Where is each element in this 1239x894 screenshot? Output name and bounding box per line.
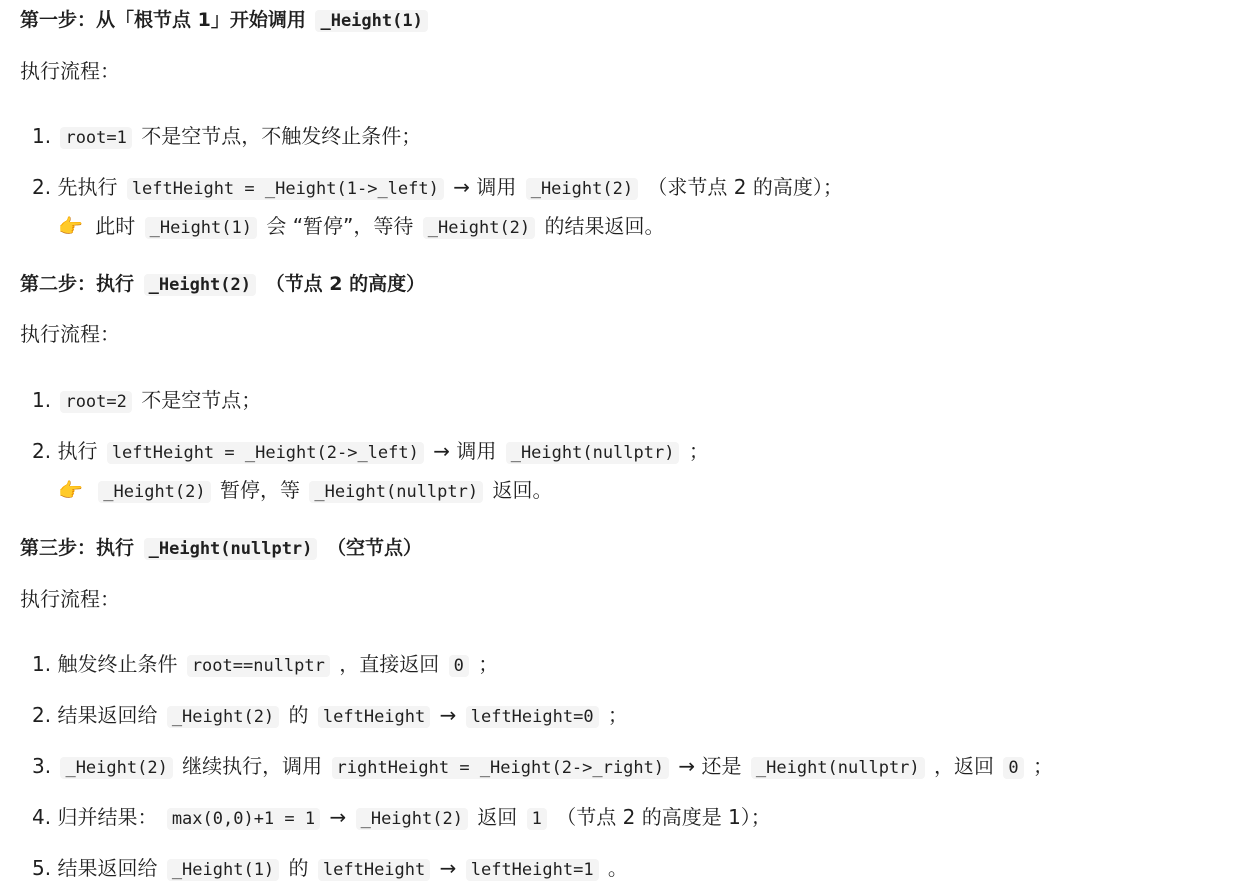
list-number: 1. xyxy=(32,124,52,148)
inline-code: root==nullptr xyxy=(187,655,330,677)
list-number: 2. xyxy=(32,439,52,463)
step3-list-item-3 xyxy=(32,753,1053,781)
list-text: 的 xyxy=(288,703,309,727)
list-text: 触发终止条件 xyxy=(57,652,178,676)
step3-heading-code: _Height(nullptr) xyxy=(144,538,318,560)
step3-list-item-1 xyxy=(32,651,498,679)
inline-code: leftHeight=1 xyxy=(466,859,599,881)
inline-code: _Height(1) xyxy=(145,217,257,239)
list-text: 先执行 xyxy=(57,175,118,199)
inline-code: leftHeight = _Height(2->_left) xyxy=(107,442,424,464)
list-number: 5. xyxy=(32,856,52,880)
step2-heading-text: 第二步：执行 xyxy=(20,273,135,295)
step2-heading xyxy=(20,271,425,298)
step1-note xyxy=(58,213,665,241)
list-text: → xyxy=(439,703,457,727)
list-text: 。 xyxy=(607,856,628,880)
step3-list-item-5 xyxy=(32,855,628,883)
step1-heading xyxy=(20,7,431,34)
inline-code: _Height(2) xyxy=(167,706,279,728)
inline-code: root=2 xyxy=(60,391,131,413)
list-text: → 调用 xyxy=(453,175,517,199)
step2-heading-suffix: （节点 2 的高度） xyxy=(265,273,426,295)
list-text: 继续执行，调用 xyxy=(182,754,323,778)
note-text: 的结果返回。 xyxy=(544,214,665,238)
step1-list-item-1 xyxy=(32,123,421,151)
list-text: 结果返回给 xyxy=(57,703,158,727)
step2-flow-label: 执行流程： xyxy=(20,322,120,346)
step2-list-item-2 xyxy=(32,438,709,466)
list-text: 不是空节点，不触发终止条件； xyxy=(141,124,422,148)
list-text: （求节点 2 的高度）； xyxy=(647,175,843,199)
note-text: 此时 xyxy=(95,214,136,238)
step2-heading-code: _Height(2) xyxy=(144,274,256,296)
inline-code: _Height(1) xyxy=(167,859,279,881)
inline-code: max(0,0)+1 = 1 xyxy=(167,808,320,830)
inline-code: _Height(2) xyxy=(98,481,210,503)
inline-code: _Height(nullptr) xyxy=(309,481,483,503)
inline-code: leftHeight=0 xyxy=(466,706,599,728)
inline-code: 1 xyxy=(527,808,547,830)
inline-code: leftHeight = _Height(1->_left) xyxy=(127,178,444,200)
inline-code: _Height(nullptr) xyxy=(751,757,925,779)
list-text: → 还是 xyxy=(678,754,742,778)
list-text: 的 xyxy=(288,856,309,880)
inline-code: _Height(2) xyxy=(60,757,172,779)
step3-flow-label: 执行流程： xyxy=(20,587,120,611)
inline-code: rightHeight = _Height(2->_right) xyxy=(332,757,670,779)
note-text: 会 “暂停”，等待 xyxy=(266,214,414,238)
step1-heading-text: 第一步：从「根节点 1」开始调用 xyxy=(20,9,306,31)
step1-flow-label: 执行流程： xyxy=(20,59,120,83)
inline-code: _Height(2) xyxy=(423,217,535,239)
list-number: 2. xyxy=(32,703,52,727)
list-text: ； xyxy=(607,703,628,727)
list-text: → xyxy=(439,856,457,880)
step3-heading xyxy=(20,535,422,562)
step3-list-item-2 xyxy=(32,702,628,730)
list-text: ； xyxy=(688,439,709,463)
note-text: 暂停，等 xyxy=(219,478,300,502)
inline-code: root=1 xyxy=(60,127,131,149)
step3-heading-suffix: （空节点） xyxy=(327,537,423,559)
list-text: ； xyxy=(1032,754,1053,778)
list-number: 4. xyxy=(32,805,52,829)
inline-code: 0 xyxy=(1003,757,1023,779)
list-text: 归并结果： xyxy=(57,805,158,829)
inline-code: _Height(2) xyxy=(526,178,638,200)
step3-heading-text: 第三步：执行 xyxy=(20,537,135,559)
list-number: 2. xyxy=(32,175,52,199)
list-text: 执行 xyxy=(57,439,98,463)
list-text: 不是空节点； xyxy=(141,388,262,412)
inline-code: _Height(2) xyxy=(356,808,468,830)
inline-code: leftHeight xyxy=(318,859,430,881)
inline-code: _Height(nullptr) xyxy=(506,442,680,464)
pointing-hand-icon: 👉 xyxy=(58,478,83,502)
list-text: ； xyxy=(478,652,499,676)
list-text: 结果返回给 xyxy=(57,856,158,880)
inline-code: leftHeight xyxy=(318,706,430,728)
list-text: （节点 2 的高度是 1）； xyxy=(556,805,771,829)
list-text: ，直接返回 xyxy=(339,652,440,676)
step1-list-item-2 xyxy=(32,174,843,202)
list-number: 1. xyxy=(32,388,52,412)
pointing-hand-icon: 👉 xyxy=(58,214,83,238)
list-text: 返回 xyxy=(477,805,518,829)
list-text: → xyxy=(329,805,347,829)
step2-list-item-1 xyxy=(32,387,261,415)
step2-note xyxy=(58,477,552,505)
step1-heading-code: _Height(1) xyxy=(315,10,427,32)
list-number: 1. xyxy=(32,652,52,676)
inline-code: 0 xyxy=(449,655,469,677)
list-text: ，返回 xyxy=(934,754,995,778)
note-text: 返回。 xyxy=(492,478,553,502)
list-text: → 调用 xyxy=(433,439,497,463)
list-number: 3. xyxy=(32,754,52,778)
step3-list-item-4 xyxy=(32,804,771,832)
